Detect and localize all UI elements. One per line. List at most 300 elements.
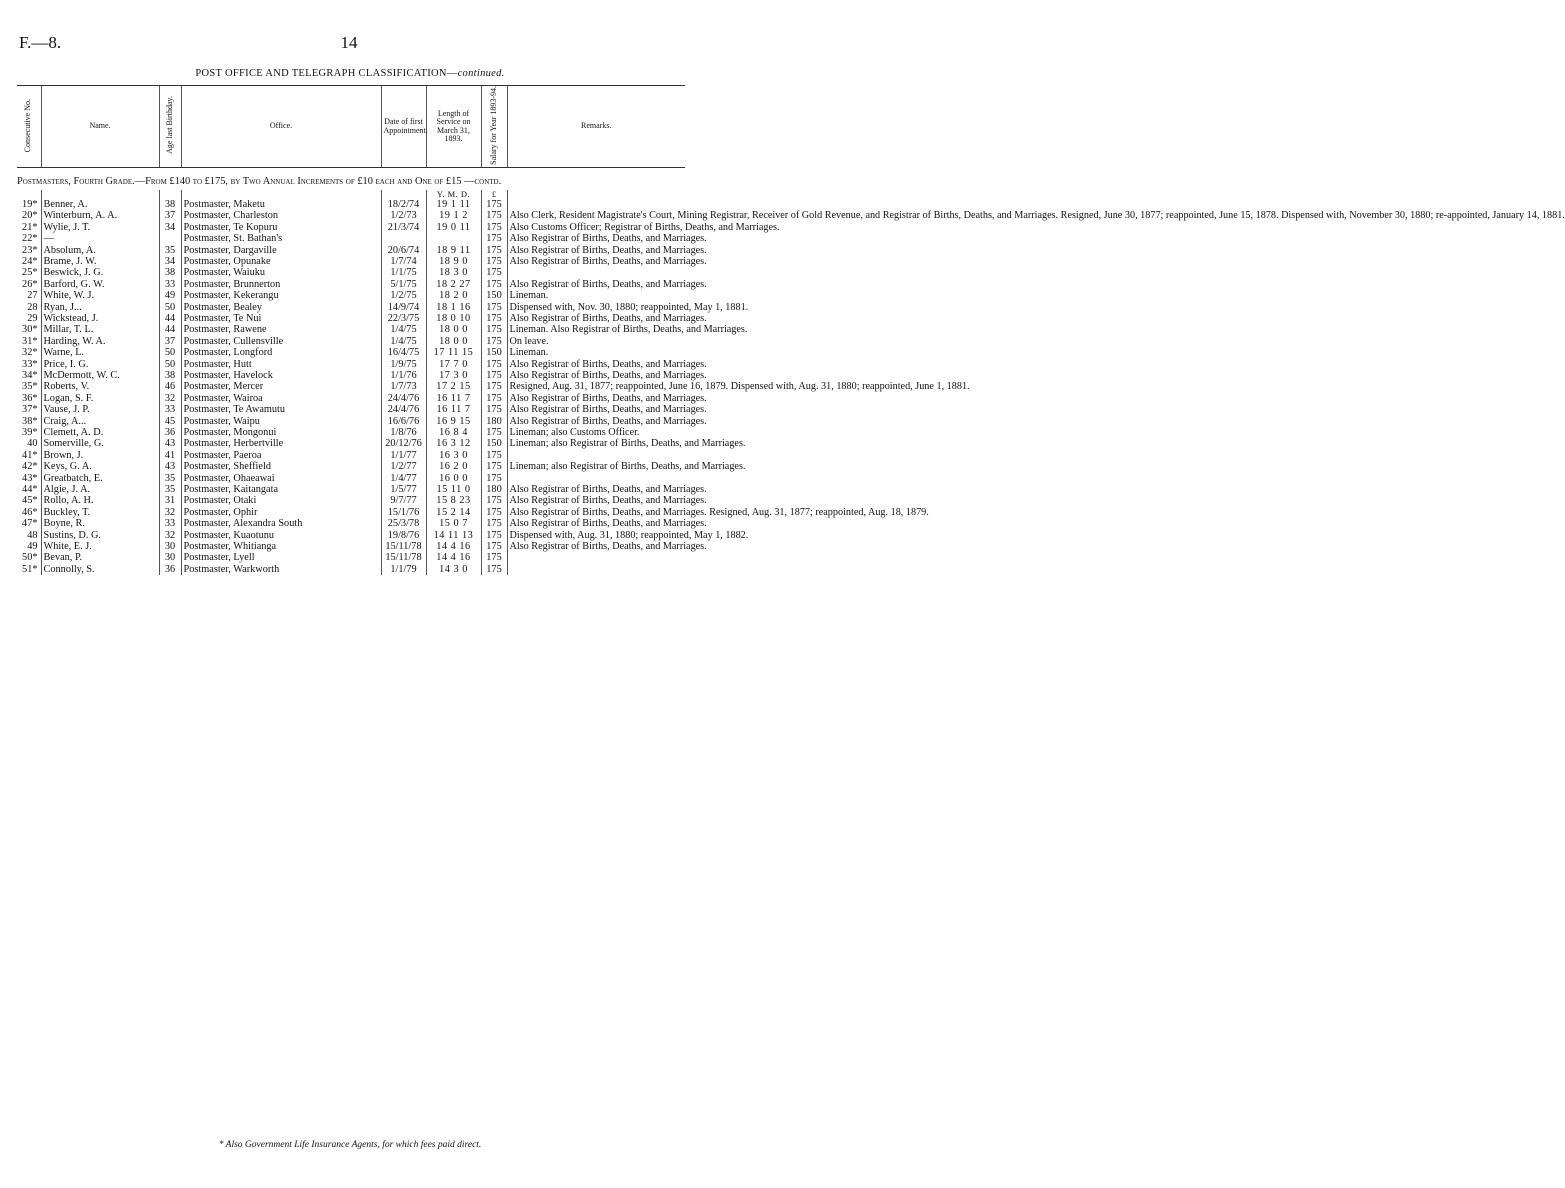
table-row <box>17 541 685 552</box>
remarks: Also Registrar of Births, Deaths, and Marriages. <box>507 233 685 244</box>
office: Postmaster, Herbertville <box>181 438 381 449</box>
salary: 175 <box>481 210 507 221</box>
col-header-age: Age last Birthday. <box>159 86 181 168</box>
salary: 175 <box>481 267 507 278</box>
consecutive-no: 45* <box>22 495 38 507</box>
employee-name: Winterburn, A. A. <box>41 210 159 221</box>
salary: 175 <box>481 199 507 210</box>
salary: 175 <box>481 450 507 461</box>
table-row <box>17 210 685 221</box>
length-of-service: 18 1 16 <box>426 302 481 313</box>
page-number: 14 <box>340 33 358 52</box>
remarks <box>507 473 685 484</box>
office: Postmaster, Charleston <box>181 210 381 221</box>
age: 50 <box>159 302 181 313</box>
salary: 175 <box>481 324 507 335</box>
office: Postmaster, Waiuku <box>181 267 381 278</box>
age: 32 <box>159 530 181 541</box>
employee-name: Wickstead, J. <box>41 313 159 324</box>
remarks: Also Registrar of Births, Deaths, and Marriages. <box>507 370 685 381</box>
office: Postmaster, Opunake <box>181 256 381 267</box>
employee-name: Warne, L. <box>41 347 159 358</box>
consecutive-no: 49 <box>27 541 38 553</box>
consecutive-no: 37* <box>22 404 38 416</box>
remarks: Also Registrar of Births, Deaths, and Marriages. <box>507 404 685 415</box>
office: Postmaster, Mercer <box>181 381 381 392</box>
office: Postmaster, St. Bathan's <box>181 233 381 244</box>
office: Postmaster, Kaitangata <box>181 484 381 495</box>
table-row <box>17 245 685 256</box>
consecutive-no: 38* <box>22 415 38 427</box>
remarks: Also Registrar of Births, Deaths, and Marriages. <box>507 484 685 495</box>
table-row <box>17 233 685 244</box>
page-header <box>19 33 679 53</box>
employee-name: Roberts, V. <box>41 381 159 392</box>
remarks <box>507 450 685 461</box>
age: 30 <box>159 552 181 563</box>
appointment-date: 15/11/78 <box>381 541 426 552</box>
appointment-date: 5/1/75 <box>381 279 426 290</box>
consecutive-no: 33* <box>22 358 38 370</box>
consecutive-no: 51* <box>22 563 38 575</box>
salary: 180 <box>481 416 507 427</box>
table-row <box>17 450 685 461</box>
remarks: Lineman; also Registrar of Births, Deaths, and Marriages. <box>507 461 685 472</box>
age: 33 <box>159 404 181 415</box>
appointment-date: 1/7/73 <box>381 381 426 392</box>
consecutive-no: 31* <box>22 335 38 347</box>
office: Postmaster, Otaki <box>181 495 381 506</box>
appointment-date: 20/12/76 <box>381 438 426 449</box>
appointment-date: 24/4/76 <box>381 393 426 404</box>
employee-name: Benner, A. <box>41 199 159 210</box>
appointment-date: 1/4/75 <box>381 324 426 335</box>
appointment-date: 15/1/76 <box>381 507 426 518</box>
remarks: Also Registrar of Births, Deaths, and Marriages. <box>507 541 685 552</box>
table-row <box>17 279 685 290</box>
table-row <box>17 438 685 449</box>
col-header-remarks: Remarks. <box>507 86 685 168</box>
age: 49 <box>159 290 181 301</box>
age: 35 <box>159 484 181 495</box>
age: 33 <box>159 518 181 529</box>
remarks <box>507 552 685 563</box>
appointment-date: 14/9/74 <box>381 302 426 313</box>
employee-name: Connolly, S. <box>41 564 159 575</box>
consecutive-no: 35* <box>22 381 38 393</box>
office: Postmaster, Hutt <box>181 359 381 370</box>
appointment-date: 1/1/76 <box>381 370 426 381</box>
table-row <box>17 370 685 381</box>
length-of-service: 17 7 0 <box>426 359 481 370</box>
appointment-date <box>381 233 426 244</box>
remarks: Also Registrar of Births, Deaths, and Marriages. <box>507 359 685 370</box>
length-of-service: 17 2 15 <box>426 381 481 392</box>
employee-name: — <box>41 233 159 244</box>
appointment-date: 21/3/74 <box>381 222 426 233</box>
length-of-service: 16 3 0 <box>426 450 481 461</box>
section-heading: Postmasters, Fourth Grade.—From £140 to £175, by Two Annual Increments of £10 each and One of £15 —contd. <box>17 176 502 188</box>
appointment-date: 1/7/74 <box>381 256 426 267</box>
length-of-service: 17 11 15 <box>426 347 481 358</box>
length-of-service: 18 9 0 <box>426 256 481 267</box>
col-header-salary: Salary for Year 1893-94. <box>481 86 507 168</box>
length-of-service: 16 8 4 <box>426 427 481 438</box>
office: Postmaster, Ohaeawai <box>181 473 381 484</box>
age: 46 <box>159 381 181 392</box>
employee-name: Brown, J. <box>41 450 159 461</box>
length-of-service: 14 4 16 <box>426 552 481 563</box>
appointment-date: 19/8/76 <box>381 530 426 541</box>
table-row <box>17 359 685 370</box>
table-row <box>17 347 685 358</box>
consecutive-no: 24* <box>22 255 38 267</box>
appointment-date: 24/4/76 <box>381 404 426 415</box>
office: Postmaster, Ophir <box>181 507 381 518</box>
table-row <box>17 461 685 472</box>
col-header-no: Consecutive No. <box>17 86 41 168</box>
service-units: Y. M. D. <box>426 190 481 199</box>
salary: 175 <box>481 233 507 244</box>
length-of-service: 18 0 0 <box>426 336 481 347</box>
length-of-service: 18 0 10 <box>426 313 481 324</box>
remarks: Also Registrar of Births, Deaths, and Marriages. <box>507 245 685 256</box>
office: Postmaster, Sheffield <box>181 461 381 472</box>
salary: 175 <box>481 530 507 541</box>
salary: 175 <box>481 359 507 370</box>
salary: 180 <box>481 484 507 495</box>
length-of-service: 16 9 15 <box>426 416 481 427</box>
appointment-date: 1/9/75 <box>381 359 426 370</box>
remarks: Also Registrar of Births, Deaths, and Marriages. <box>507 313 685 324</box>
office: Postmaster, Cullensville <box>181 336 381 347</box>
employee-name: Brame, J. W. <box>41 256 159 267</box>
office: Postmaster, Maketu <box>181 199 381 210</box>
salary: 175 <box>481 222 507 233</box>
length-of-service: 19 1 11 <box>426 199 481 210</box>
col-header-date: Date of first Appointment. <box>381 86 426 168</box>
employee-name: Keys, G. A. <box>41 461 159 472</box>
salary: 175 <box>481 507 507 518</box>
office: Postmaster, Lyell <box>181 552 381 563</box>
office: Postmaster, Te Nui <box>181 313 381 324</box>
employee-name: Harding, W. A. <box>41 336 159 347</box>
table-row <box>17 507 685 518</box>
table-row <box>17 393 685 404</box>
consecutive-no: 40 <box>27 438 38 450</box>
appointment-date: 22/3/75 <box>381 313 426 324</box>
appointment-date: 1/2/77 <box>381 461 426 472</box>
table-row <box>17 564 685 575</box>
office: Postmaster, Paeroa <box>181 450 381 461</box>
employee-name: Beswick, J. G. <box>41 267 159 278</box>
length-of-service: 19 0 11 <box>426 222 481 233</box>
remarks: Also Registrar of Births, Deaths, and Marriages. <box>507 518 685 529</box>
table-row <box>17 552 685 563</box>
appointment-date: 15/11/78 <box>381 552 426 563</box>
remarks: Lineman; also Customs Officer. <box>507 427 685 438</box>
office: Postmaster, Kekerangu <box>181 290 381 301</box>
footnote: * Also Government Life Insurance Agents, for which fees paid direct. <box>218 1140 482 1150</box>
consecutive-no: 29 <box>27 312 38 324</box>
salary: 150 <box>481 347 507 358</box>
age: 44 <box>159 313 181 324</box>
remarks: Lineman; also Registrar of Births, Deaths, and Marriages. <box>507 438 685 449</box>
salary: 175 <box>481 279 507 290</box>
age: 36 <box>159 427 181 438</box>
table-row <box>17 222 685 233</box>
employee-name: Rollo, A. H. <box>41 495 159 506</box>
office: Postmaster, Longford <box>181 347 381 358</box>
length-of-service: 19 1 2 <box>426 210 481 221</box>
length-of-service: 17 3 0 <box>426 370 481 381</box>
employee-name: Craig, A... <box>41 416 159 427</box>
remarks: Dispensed with, Nov. 30, 1880; reappointed, May 1, 1881. <box>507 302 685 313</box>
consecutive-no: 30* <box>22 324 38 336</box>
salary: 150 <box>481 290 507 301</box>
consecutive-no: 28 <box>27 301 38 313</box>
length-of-service: 15 11 0 <box>426 484 481 495</box>
length-of-service: 18 2 0 <box>426 290 481 301</box>
office: Postmaster, Waipu <box>181 416 381 427</box>
age: 38 <box>159 199 181 210</box>
remarks: Lineman. Also Registrar of Births, Deaths, and Marriages. <box>507 324 685 335</box>
units-row <box>17 190 685 199</box>
remarks <box>507 267 685 278</box>
consecutive-no: 25* <box>22 267 38 279</box>
title-main: POST OFFICE AND TELEGRAPH CLASSIFICATION— <box>195 68 458 79</box>
consecutive-no: 41* <box>22 449 38 461</box>
page-title <box>0 68 700 79</box>
appointment-date: 9/7/77 <box>381 495 426 506</box>
salary: 175 <box>481 313 507 324</box>
employee-name: Price, I. G. <box>41 359 159 370</box>
appointment-date: 1/1/77 <box>381 450 426 461</box>
header-row <box>17 86 685 168</box>
salary: 175 <box>481 427 507 438</box>
office: Postmaster, Te Kopuru <box>181 222 381 233</box>
length-of-service: 15 8 23 <box>426 495 481 506</box>
remarks: Also Registrar of Births, Deaths, and Marriages. <box>507 256 685 267</box>
table-row <box>17 256 685 267</box>
salary: 175 <box>481 245 507 256</box>
employee-name: Wylie, J. T. <box>41 222 159 233</box>
remarks: Also Registrar of Births, Deaths, and Marriages. <box>507 416 685 427</box>
employee-name: Logan, S. F. <box>41 393 159 404</box>
employee-name: White, E. J. <box>41 541 159 552</box>
table-row <box>17 518 685 529</box>
employee-name: McDermott, W. C. <box>41 370 159 381</box>
table-row <box>17 473 685 484</box>
employee-name: Absolum, A. <box>41 245 159 256</box>
table-row <box>17 484 685 495</box>
salary: 175 <box>481 336 507 347</box>
length-of-service: 18 9 11 <box>426 245 481 256</box>
office: Postmaster, Whitianga <box>181 541 381 552</box>
consecutive-no: 26* <box>22 278 38 290</box>
remarks: Also Clerk, Resident Magistrate's Court, Mining Registrar, Receiver of Gold Revenue, and Registrar of Births, Deaths, and Marriages. Resigned, June 30, 1877; reappointed, June 15, 1878. Dispensed with, November 30, 1880; re-appointed, January 14, 1881. <box>507 210 685 221</box>
consecutive-no: 22* <box>22 233 38 245</box>
length-of-service: 16 0 0 <box>426 473 481 484</box>
remarks: Lineman. <box>507 347 685 358</box>
classification-table <box>17 85 1565 575</box>
salary: 175 <box>481 393 507 404</box>
employee-name: Sustins, D. G. <box>41 530 159 541</box>
age: 37 <box>159 210 181 221</box>
consecutive-no: 50* <box>22 552 38 564</box>
length-of-service: 18 0 0 <box>426 324 481 335</box>
appointment-date: 1/8/76 <box>381 427 426 438</box>
employee-name: White, W. J. <box>41 290 159 301</box>
age: 38 <box>159 370 181 381</box>
length-of-service: 14 4 16 <box>426 541 481 552</box>
consecutive-no: 44* <box>22 484 38 496</box>
section-heading-row <box>17 168 685 190</box>
consecutive-no: 34* <box>22 369 38 381</box>
employee-name: Barford, G. W. <box>41 279 159 290</box>
employee-name: Vause, J. P. <box>41 404 159 415</box>
table-row <box>17 324 685 335</box>
salary: 175 <box>481 518 507 529</box>
appointment-date: 1/1/75 <box>381 267 426 278</box>
age: 44 <box>159 324 181 335</box>
table-row <box>17 313 685 324</box>
age <box>159 233 181 244</box>
salary: 175 <box>481 370 507 381</box>
age: 38 <box>159 267 181 278</box>
appointment-date: 16/4/75 <box>381 347 426 358</box>
appointment-date: 1/4/77 <box>381 473 426 484</box>
table-row <box>17 267 685 278</box>
office: Postmaster, Kuaotunu <box>181 530 381 541</box>
consecutive-no: 23* <box>22 244 38 256</box>
employee-name: Boyne, R. <box>41 518 159 529</box>
remarks: Also Registrar of Births, Deaths, and Marriages. <box>507 393 685 404</box>
office: Postmaster, Warkworth <box>181 564 381 575</box>
salary-unit: £ <box>481 190 507 199</box>
col-header-service: Length of Service on March 31, 1893. <box>426 86 481 168</box>
appointment-date: 25/3/78 <box>381 518 426 529</box>
age: 35 <box>159 245 181 256</box>
employee-name: Buckley, T. <box>41 507 159 518</box>
remarks: Also Customs Officer; Registrar of Births, Deaths, and Marriages. <box>507 222 685 233</box>
remarks <box>507 199 685 210</box>
table-row <box>17 427 685 438</box>
appointment-date: 18/2/74 <box>381 199 426 210</box>
appointment-date: 1/5/77 <box>381 484 426 495</box>
table-row <box>17 416 685 427</box>
salary: 175 <box>481 256 507 267</box>
salary: 175 <box>481 404 507 415</box>
employee-name: Ryan, J... <box>41 302 159 313</box>
age: 31 <box>159 495 181 506</box>
length-of-service: 18 3 0 <box>426 267 481 278</box>
age: 43 <box>159 461 181 472</box>
consecutive-no: 36* <box>22 392 38 404</box>
remarks: On leave. <box>507 336 685 347</box>
age: 41 <box>159 450 181 461</box>
office: Postmaster, Alexandra South <box>181 518 381 529</box>
employee-name: Greatbatch, E. <box>41 473 159 484</box>
employee-name: Algie, J. A. <box>41 484 159 495</box>
table-row <box>17 530 685 541</box>
age: 36 <box>159 564 181 575</box>
length-of-service: 15 0 7 <box>426 518 481 529</box>
age: 32 <box>159 393 181 404</box>
appointment-date: 1/4/75 <box>381 336 426 347</box>
salary: 175 <box>481 541 507 552</box>
age: 50 <box>159 359 181 370</box>
salary: 150 <box>481 438 507 449</box>
length-of-service: 14 11 13 <box>426 530 481 541</box>
length-of-service: 16 3 12 <box>426 438 481 449</box>
salary: 175 <box>481 473 507 484</box>
appointment-date: 20/6/74 <box>381 245 426 256</box>
age: 35 <box>159 473 181 484</box>
office: Postmaster, Mongonui <box>181 427 381 438</box>
age: 34 <box>159 256 181 267</box>
length-of-service <box>426 233 481 244</box>
age: 45 <box>159 416 181 427</box>
length-of-service: 18 2 27 <box>426 279 481 290</box>
consecutive-no: 46* <box>22 506 38 518</box>
employee-name: Clemett, A. D. <box>41 427 159 438</box>
remarks <box>507 564 685 575</box>
length-of-service: 14 3 0 <box>426 564 481 575</box>
consecutive-no: 39* <box>22 427 38 438</box>
age: 34 <box>159 222 181 233</box>
consecutive-no: 27 <box>27 290 38 302</box>
salary: 175 <box>481 552 507 563</box>
table-row <box>17 290 685 301</box>
salary: 175 <box>481 461 507 472</box>
table-row <box>17 336 685 347</box>
age: 30 <box>159 541 181 552</box>
title-continued: continued. <box>457 68 505 79</box>
salary: 175 <box>481 564 507 575</box>
document-code: F.—8. <box>19 33 62 52</box>
office: Postmaster, Havelock <box>181 370 381 381</box>
remarks: Resigned, Aug. 31, 1877; reappointed, June 16, 1879. Dispensed with, Aug. 31, 1880; reappointed, June 1, 1881. <box>507 381 685 392</box>
consecutive-no: 21* <box>22 221 38 233</box>
table-row <box>17 495 685 506</box>
table-row <box>17 302 685 313</box>
consecutive-no: 48 <box>27 529 38 541</box>
length-of-service: 16 11 7 <box>426 404 481 415</box>
age: 37 <box>159 336 181 347</box>
col-header-name: Name. <box>41 86 159 168</box>
table-row <box>17 404 685 415</box>
consecutive-no: 43* <box>22 472 38 484</box>
office: Postmaster, Rawene <box>181 324 381 335</box>
office: Postmaster, Dargaville <box>181 245 381 256</box>
office: Postmaster, Bealey <box>181 302 381 313</box>
age: 43 <box>159 438 181 449</box>
salary: 175 <box>481 302 507 313</box>
consecutive-no: 19* <box>22 198 38 210</box>
age: 32 <box>159 507 181 518</box>
salary: 175 <box>481 381 507 392</box>
consecutive-no: 42* <box>22 461 38 473</box>
office: Postmaster, Te Awamutu <box>181 404 381 415</box>
appointment-date: 16/6/76 <box>381 416 426 427</box>
consecutive-no: 20* <box>22 210 38 222</box>
age: 50 <box>159 347 181 358</box>
employee-name: Somerville, G. <box>41 438 159 449</box>
employee-name: Bevan, P. <box>41 552 159 563</box>
office: Postmaster, Brunnerton <box>181 279 381 290</box>
length-of-service: 15 2 14 <box>426 507 481 518</box>
